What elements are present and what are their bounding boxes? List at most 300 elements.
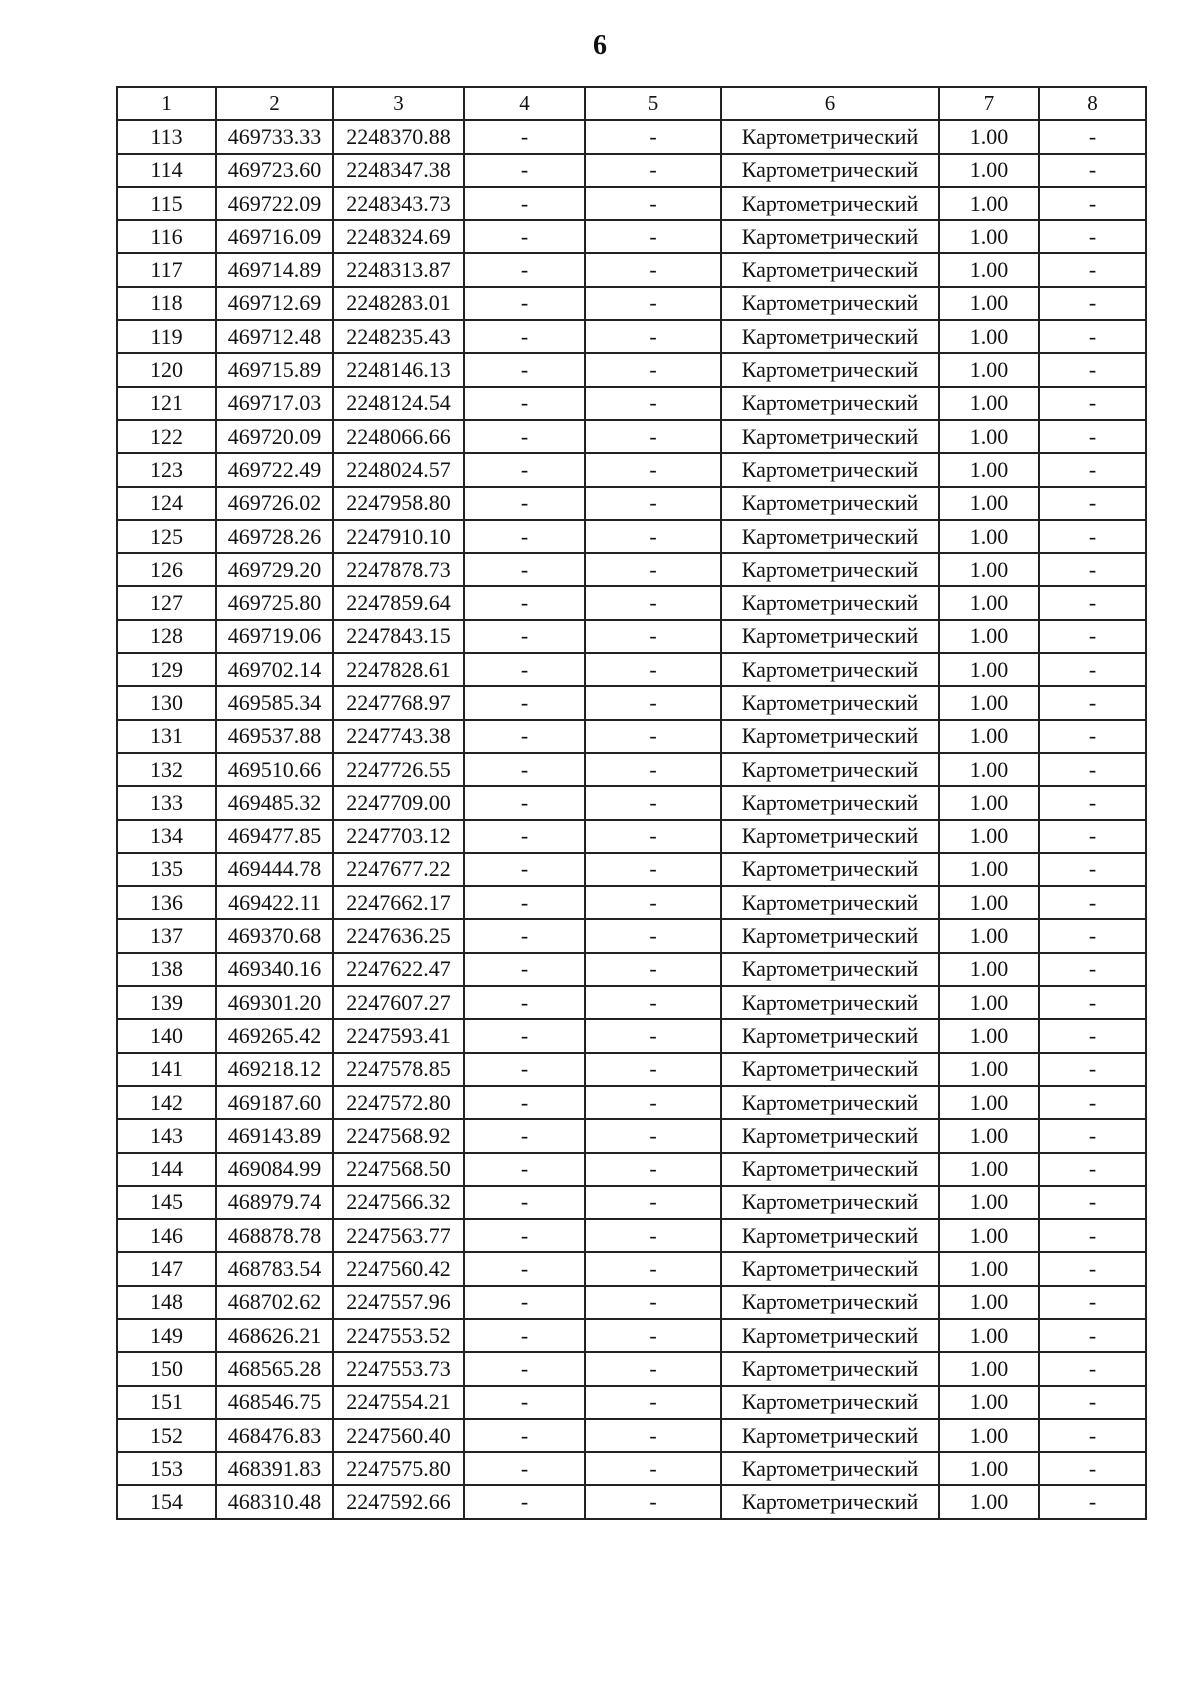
x-coordinate-cell: 469717.03 bbox=[216, 387, 333, 420]
col4-cell: - bbox=[464, 1153, 585, 1186]
y-coordinate-cell: 2248066.66 bbox=[333, 420, 464, 453]
y-coordinate-cell: 2247593.41 bbox=[333, 1019, 464, 1052]
point-number-cell: 144 bbox=[117, 1153, 216, 1186]
x-coordinate-cell: 469729.20 bbox=[216, 553, 333, 586]
col4-cell: - bbox=[464, 1019, 585, 1052]
col8-cell: - bbox=[1039, 320, 1146, 353]
x-coordinate-cell: 469143.89 bbox=[216, 1119, 333, 1152]
col8-cell: - bbox=[1039, 919, 1146, 952]
accuracy-cell: 1.00 bbox=[939, 253, 1039, 286]
method-cell: Картометрический bbox=[721, 1053, 939, 1086]
point-number-cell: 129 bbox=[117, 653, 216, 686]
col8-cell: - bbox=[1039, 353, 1146, 386]
table-row bbox=[117, 320, 1146, 353]
y-coordinate-cell: 2247958.80 bbox=[333, 487, 464, 520]
y-coordinate-cell: 2247743.38 bbox=[333, 720, 464, 753]
col8-cell: - bbox=[1039, 1119, 1146, 1152]
col4-cell: - bbox=[464, 1386, 585, 1419]
col8-cell: - bbox=[1039, 487, 1146, 520]
accuracy-cell: 1.00 bbox=[939, 120, 1039, 153]
table-row bbox=[117, 886, 1146, 919]
table-row bbox=[117, 1153, 1146, 1186]
point-number-cell: 137 bbox=[117, 919, 216, 952]
accuracy-cell: 1.00 bbox=[939, 220, 1039, 253]
accuracy-cell: 1.00 bbox=[939, 553, 1039, 586]
x-coordinate-cell: 468476.83 bbox=[216, 1419, 333, 1452]
table-row bbox=[117, 919, 1146, 952]
table-row bbox=[117, 820, 1146, 853]
col4-cell: - bbox=[464, 986, 585, 1019]
y-coordinate-cell: 2247636.25 bbox=[333, 919, 464, 952]
col4-cell: - bbox=[464, 553, 585, 586]
method-cell: Картометрический bbox=[721, 253, 939, 286]
x-coordinate-cell: 469265.42 bbox=[216, 1019, 333, 1052]
col5-cell: - bbox=[585, 287, 721, 320]
x-coordinate-cell: 469485.32 bbox=[216, 786, 333, 819]
point-number-cell: 133 bbox=[117, 786, 216, 819]
table-row bbox=[117, 786, 1146, 819]
col8-cell: - bbox=[1039, 820, 1146, 853]
point-number-cell: 116 bbox=[117, 220, 216, 253]
y-coordinate-cell: 2247568.50 bbox=[333, 1153, 464, 1186]
table-row bbox=[117, 453, 1146, 486]
col8-cell: - bbox=[1039, 120, 1146, 153]
col8-cell: - bbox=[1039, 1452, 1146, 1485]
accuracy-cell: 1.00 bbox=[939, 1319, 1039, 1352]
point-number-cell: 145 bbox=[117, 1186, 216, 1219]
table-row bbox=[117, 1219, 1146, 1252]
x-coordinate-cell: 469723.60 bbox=[216, 154, 333, 187]
point-number-cell: 117 bbox=[117, 253, 216, 286]
y-coordinate-cell: 2247563.77 bbox=[333, 1219, 464, 1252]
col5-cell: - bbox=[585, 953, 721, 986]
point-number-cell: 115 bbox=[117, 187, 216, 220]
table-row bbox=[117, 586, 1146, 619]
x-coordinate-cell: 469340.16 bbox=[216, 953, 333, 986]
method-cell: Картометрический bbox=[721, 1352, 939, 1385]
col5-cell: - bbox=[585, 919, 721, 952]
col5-cell: - bbox=[585, 1352, 721, 1385]
col4-cell: - bbox=[464, 686, 585, 719]
y-coordinate-cell: 2247568.92 bbox=[333, 1119, 464, 1152]
table-row bbox=[117, 853, 1146, 886]
method-cell: Картометрический bbox=[721, 919, 939, 952]
y-coordinate-cell: 2247607.27 bbox=[333, 986, 464, 1019]
accuracy-cell: 1.00 bbox=[939, 1286, 1039, 1319]
column-header: 4 bbox=[464, 87, 585, 120]
y-coordinate-cell: 2247910.10 bbox=[333, 520, 464, 553]
point-number-cell: 151 bbox=[117, 1386, 216, 1419]
col8-cell: - bbox=[1039, 453, 1146, 486]
col4-cell: - bbox=[464, 1485, 585, 1518]
method-cell: Картометрический bbox=[721, 986, 939, 1019]
method-cell: Картометрический bbox=[721, 387, 939, 420]
col4-cell: - bbox=[464, 653, 585, 686]
accuracy-cell: 1.00 bbox=[939, 287, 1039, 320]
col5-cell: - bbox=[585, 1452, 721, 1485]
y-coordinate-cell: 2248283.01 bbox=[333, 287, 464, 320]
col4-cell: - bbox=[464, 253, 585, 286]
method-cell: Картометрический bbox=[721, 487, 939, 520]
y-coordinate-cell: 2247553.73 bbox=[333, 1352, 464, 1385]
col8-cell: - bbox=[1039, 553, 1146, 586]
accuracy-cell: 1.00 bbox=[939, 1119, 1039, 1152]
point-number-cell: 146 bbox=[117, 1219, 216, 1252]
y-coordinate-cell: 2247843.15 bbox=[333, 620, 464, 653]
col5-cell: - bbox=[585, 187, 721, 220]
method-cell: Картометрический bbox=[721, 653, 939, 686]
accuracy-cell: 1.00 bbox=[939, 786, 1039, 819]
table-row bbox=[117, 154, 1146, 187]
x-coordinate-cell: 469720.09 bbox=[216, 420, 333, 453]
accuracy-cell: 1.00 bbox=[939, 720, 1039, 753]
accuracy-cell: 1.00 bbox=[939, 1053, 1039, 1086]
x-coordinate-cell: 469510.66 bbox=[216, 753, 333, 786]
accuracy-cell: 1.00 bbox=[939, 1086, 1039, 1119]
point-number-cell: 118 bbox=[117, 287, 216, 320]
method-cell: Картометрический bbox=[721, 1153, 939, 1186]
col8-cell: - bbox=[1039, 1485, 1146, 1518]
col4-cell: - bbox=[464, 1319, 585, 1352]
col4-cell: - bbox=[464, 919, 585, 952]
point-number-cell: 149 bbox=[117, 1319, 216, 1352]
col5-cell: - bbox=[585, 353, 721, 386]
y-coordinate-cell: 2247575.80 bbox=[333, 1452, 464, 1485]
y-coordinate-cell: 2247622.47 bbox=[333, 953, 464, 986]
accuracy-cell: 1.00 bbox=[939, 154, 1039, 187]
method-cell: Картометрический bbox=[721, 1119, 939, 1152]
table-row bbox=[117, 520, 1146, 553]
page-number: 6 bbox=[593, 30, 607, 61]
col5-cell: - bbox=[585, 387, 721, 420]
col5-cell: - bbox=[585, 1153, 721, 1186]
method-cell: Картометрический bbox=[721, 1219, 939, 1252]
accuracy-cell: 1.00 bbox=[939, 520, 1039, 553]
col8-cell: - bbox=[1039, 1219, 1146, 1252]
col5-cell: - bbox=[585, 220, 721, 253]
col5-cell: - bbox=[585, 1086, 721, 1119]
y-coordinate-cell: 2247878.73 bbox=[333, 553, 464, 586]
accuracy-cell: 1.00 bbox=[939, 1485, 1039, 1518]
method-cell: Картометрический bbox=[721, 220, 939, 253]
col4-cell: - bbox=[464, 720, 585, 753]
table-row bbox=[117, 953, 1146, 986]
column-header: 7 bbox=[939, 87, 1039, 120]
y-coordinate-cell: 2247560.40 bbox=[333, 1419, 464, 1452]
col5-cell: - bbox=[585, 853, 721, 886]
table-row bbox=[117, 220, 1146, 253]
table-row bbox=[117, 420, 1146, 453]
col8-cell: - bbox=[1039, 1153, 1146, 1186]
point-number-cell: 126 bbox=[117, 553, 216, 586]
point-number-cell: 154 bbox=[117, 1485, 216, 1518]
table-row bbox=[117, 1186, 1146, 1219]
col4-cell: - bbox=[464, 853, 585, 886]
table-row bbox=[117, 1352, 1146, 1385]
col8-cell: - bbox=[1039, 1352, 1146, 1385]
accuracy-cell: 1.00 bbox=[939, 420, 1039, 453]
col5-cell: - bbox=[585, 1186, 721, 1219]
col4-cell: - bbox=[464, 1352, 585, 1385]
col5-cell: - bbox=[585, 453, 721, 486]
col5-cell: - bbox=[585, 1053, 721, 1086]
col8-cell: - bbox=[1039, 420, 1146, 453]
x-coordinate-cell: 469187.60 bbox=[216, 1086, 333, 1119]
method-cell: Картометрический bbox=[721, 953, 939, 986]
point-number-cell: 123 bbox=[117, 453, 216, 486]
col4-cell: - bbox=[464, 886, 585, 919]
col5-cell: - bbox=[585, 120, 721, 153]
col5-cell: - bbox=[585, 487, 721, 520]
col5-cell: - bbox=[585, 520, 721, 553]
col4-cell: - bbox=[464, 520, 585, 553]
accuracy-cell: 1.00 bbox=[939, 753, 1039, 786]
col5-cell: - bbox=[585, 820, 721, 853]
col5-cell: - bbox=[585, 154, 721, 187]
col4-cell: - bbox=[464, 1186, 585, 1219]
col8-cell: - bbox=[1039, 287, 1146, 320]
method-cell: Картометрический bbox=[721, 820, 939, 853]
point-number-cell: 130 bbox=[117, 686, 216, 719]
col4-cell: - bbox=[464, 1053, 585, 1086]
y-coordinate-cell: 2247709.00 bbox=[333, 786, 464, 819]
x-coordinate-cell: 469537.88 bbox=[216, 720, 333, 753]
point-number-cell: 152 bbox=[117, 1419, 216, 1452]
column-header: 1 bbox=[117, 87, 216, 120]
accuracy-cell: 1.00 bbox=[939, 653, 1039, 686]
x-coordinate-cell: 468702.62 bbox=[216, 1286, 333, 1319]
table-row bbox=[117, 1319, 1146, 1352]
col8-cell: - bbox=[1039, 1019, 1146, 1052]
accuracy-cell: 1.00 bbox=[939, 387, 1039, 420]
accuracy-cell: 1.00 bbox=[939, 1153, 1039, 1186]
col8-cell: - bbox=[1039, 653, 1146, 686]
col5-cell: - bbox=[585, 653, 721, 686]
method-cell: Картометрический bbox=[721, 353, 939, 386]
accuracy-cell: 1.00 bbox=[939, 187, 1039, 220]
y-coordinate-cell: 2247578.85 bbox=[333, 1053, 464, 1086]
method-cell: Картометрический bbox=[721, 1186, 939, 1219]
method-cell: Картометрический bbox=[721, 853, 939, 886]
point-number-cell: 113 bbox=[117, 120, 216, 153]
col4-cell: - bbox=[464, 586, 585, 619]
method-cell: Картометрический bbox=[721, 154, 939, 187]
column-header: 2 bbox=[216, 87, 333, 120]
table-row bbox=[117, 986, 1146, 1019]
method-cell: Картометрический bbox=[721, 553, 939, 586]
point-number-cell: 120 bbox=[117, 353, 216, 386]
table-row bbox=[117, 653, 1146, 686]
x-coordinate-cell: 469702.14 bbox=[216, 653, 333, 686]
method-cell: Картометрический bbox=[721, 1286, 939, 1319]
x-coordinate-cell: 469728.26 bbox=[216, 520, 333, 553]
method-cell: Картометрический bbox=[721, 886, 939, 919]
table-row bbox=[117, 686, 1146, 719]
x-coordinate-cell: 469712.48 bbox=[216, 320, 333, 353]
accuracy-cell: 1.00 bbox=[939, 1019, 1039, 1052]
x-coordinate-cell: 469301.20 bbox=[216, 986, 333, 1019]
accuracy-cell: 1.00 bbox=[939, 886, 1039, 919]
x-coordinate-cell: 469722.09 bbox=[216, 187, 333, 220]
col8-cell: - bbox=[1039, 387, 1146, 420]
point-number-cell: 150 bbox=[117, 1352, 216, 1385]
table-row bbox=[117, 187, 1146, 220]
y-coordinate-cell: 2247560.42 bbox=[333, 1252, 464, 1285]
method-cell: Картометрический bbox=[721, 120, 939, 153]
table-row bbox=[117, 1286, 1146, 1319]
x-coordinate-cell: 468546.75 bbox=[216, 1386, 333, 1419]
x-coordinate-cell: 469716.09 bbox=[216, 220, 333, 253]
x-coordinate-cell: 469714.89 bbox=[216, 253, 333, 286]
point-number-cell: 147 bbox=[117, 1252, 216, 1285]
col5-cell: - bbox=[585, 553, 721, 586]
y-coordinate-cell: 2247554.21 bbox=[333, 1386, 464, 1419]
method-cell: Картометрический bbox=[721, 1485, 939, 1518]
col4-cell: - bbox=[464, 387, 585, 420]
method-cell: Картометрический bbox=[721, 1452, 939, 1485]
column-header: 8 bbox=[1039, 87, 1146, 120]
y-coordinate-cell: 2248370.88 bbox=[333, 120, 464, 153]
point-number-cell: 141 bbox=[117, 1053, 216, 1086]
x-coordinate-cell: 469444.78 bbox=[216, 853, 333, 886]
table-row bbox=[117, 120, 1146, 153]
point-number-cell: 124 bbox=[117, 487, 216, 520]
accuracy-cell: 1.00 bbox=[939, 487, 1039, 520]
y-coordinate-cell: 2247768.97 bbox=[333, 686, 464, 719]
col8-cell: - bbox=[1039, 1286, 1146, 1319]
table-row bbox=[117, 387, 1146, 420]
col5-cell: - bbox=[585, 320, 721, 353]
accuracy-cell: 1.00 bbox=[939, 986, 1039, 1019]
accuracy-cell: 1.00 bbox=[939, 853, 1039, 886]
col5-cell: - bbox=[585, 1252, 721, 1285]
accuracy-cell: 1.00 bbox=[939, 1219, 1039, 1252]
coordinates-table bbox=[116, 86, 1147, 1520]
accuracy-cell: 1.00 bbox=[939, 620, 1039, 653]
x-coordinate-cell: 469477.85 bbox=[216, 820, 333, 853]
x-coordinate-cell: 469422.11 bbox=[216, 886, 333, 919]
x-coordinate-cell: 469712.69 bbox=[216, 287, 333, 320]
col8-cell: - bbox=[1039, 586, 1146, 619]
table-row bbox=[117, 1485, 1146, 1518]
method-cell: Картометрический bbox=[721, 786, 939, 819]
col4-cell: - bbox=[464, 1419, 585, 1452]
col4-cell: - bbox=[464, 353, 585, 386]
col4-cell: - bbox=[464, 1119, 585, 1152]
x-coordinate-cell: 468626.21 bbox=[216, 1319, 333, 1352]
y-coordinate-cell: 2247677.22 bbox=[333, 853, 464, 886]
point-number-cell: 135 bbox=[117, 853, 216, 886]
x-coordinate-cell: 469084.99 bbox=[216, 1153, 333, 1186]
y-coordinate-cell: 2247566.32 bbox=[333, 1186, 464, 1219]
x-coordinate-cell: 469715.89 bbox=[216, 353, 333, 386]
col4-cell: - bbox=[464, 1219, 585, 1252]
accuracy-cell: 1.00 bbox=[939, 1452, 1039, 1485]
y-coordinate-cell: 2248146.13 bbox=[333, 353, 464, 386]
method-cell: Картометрический bbox=[721, 1086, 939, 1119]
accuracy-cell: 1.00 bbox=[939, 1186, 1039, 1219]
col5-cell: - bbox=[585, 1319, 721, 1352]
table-row bbox=[117, 1053, 1146, 1086]
col8-cell: - bbox=[1039, 953, 1146, 986]
y-coordinate-cell: 2248235.43 bbox=[333, 320, 464, 353]
method-cell: Картометрический bbox=[721, 1386, 939, 1419]
col5-cell: - bbox=[585, 620, 721, 653]
point-number-cell: 132 bbox=[117, 753, 216, 786]
x-coordinate-cell: 468310.48 bbox=[216, 1485, 333, 1518]
y-coordinate-cell: 2248343.73 bbox=[333, 187, 464, 220]
point-number-cell: 119 bbox=[117, 320, 216, 353]
x-coordinate-cell: 469719.06 bbox=[216, 620, 333, 653]
col8-cell: - bbox=[1039, 220, 1146, 253]
point-number-cell: 114 bbox=[117, 154, 216, 187]
table-row bbox=[117, 1452, 1146, 1485]
accuracy-cell: 1.00 bbox=[939, 1386, 1039, 1419]
col8-cell: - bbox=[1039, 686, 1146, 719]
col8-cell: - bbox=[1039, 1053, 1146, 1086]
table-row bbox=[117, 1386, 1146, 1419]
method-cell: Картометрический bbox=[721, 720, 939, 753]
point-number-cell: 143 bbox=[117, 1119, 216, 1152]
col4-cell: - bbox=[464, 120, 585, 153]
col5-cell: - bbox=[585, 1386, 721, 1419]
col4-cell: - bbox=[464, 1286, 585, 1319]
x-coordinate-cell: 468783.54 bbox=[216, 1252, 333, 1285]
x-coordinate-cell: 468391.83 bbox=[216, 1452, 333, 1485]
y-coordinate-cell: 2248324.69 bbox=[333, 220, 464, 253]
method-cell: Картометрический bbox=[721, 686, 939, 719]
col4-cell: - bbox=[464, 1086, 585, 1119]
col4-cell: - bbox=[464, 420, 585, 453]
col8-cell: - bbox=[1039, 986, 1146, 1019]
y-coordinate-cell: 2247592.66 bbox=[333, 1485, 464, 1518]
table-row bbox=[117, 253, 1146, 286]
x-coordinate-cell: 469585.34 bbox=[216, 686, 333, 719]
col5-cell: - bbox=[585, 253, 721, 286]
table-row bbox=[117, 1252, 1146, 1285]
method-cell: Картометрический bbox=[721, 520, 939, 553]
col5-cell: - bbox=[585, 686, 721, 719]
x-coordinate-cell: 468878.78 bbox=[216, 1219, 333, 1252]
col8-cell: - bbox=[1039, 1319, 1146, 1352]
y-coordinate-cell: 2248313.87 bbox=[333, 253, 464, 286]
col8-cell: - bbox=[1039, 753, 1146, 786]
method-cell: Картометрический bbox=[721, 1019, 939, 1052]
accuracy-cell: 1.00 bbox=[939, 586, 1039, 619]
col4-cell: - bbox=[464, 487, 585, 520]
x-coordinate-cell: 469733.33 bbox=[216, 120, 333, 153]
col5-cell: - bbox=[585, 1119, 721, 1152]
table-row bbox=[117, 487, 1146, 520]
method-cell: Картометрический bbox=[721, 420, 939, 453]
table-row bbox=[117, 1419, 1146, 1452]
table-row bbox=[117, 1019, 1146, 1052]
table-row bbox=[117, 620, 1146, 653]
point-number-cell: 136 bbox=[117, 886, 216, 919]
col8-cell: - bbox=[1039, 154, 1146, 187]
method-cell: Картометрический bbox=[721, 320, 939, 353]
col8-cell: - bbox=[1039, 1419, 1146, 1452]
accuracy-cell: 1.00 bbox=[939, 686, 1039, 719]
col5-cell: - bbox=[585, 1485, 721, 1518]
col5-cell: - bbox=[585, 1419, 721, 1452]
accuracy-cell: 1.00 bbox=[939, 1352, 1039, 1385]
col5-cell: - bbox=[585, 586, 721, 619]
method-cell: Картометрический bbox=[721, 586, 939, 619]
y-coordinate-cell: 2247553.52 bbox=[333, 1319, 464, 1352]
col5-cell: - bbox=[585, 986, 721, 1019]
method-cell: Картометрический bbox=[721, 287, 939, 320]
